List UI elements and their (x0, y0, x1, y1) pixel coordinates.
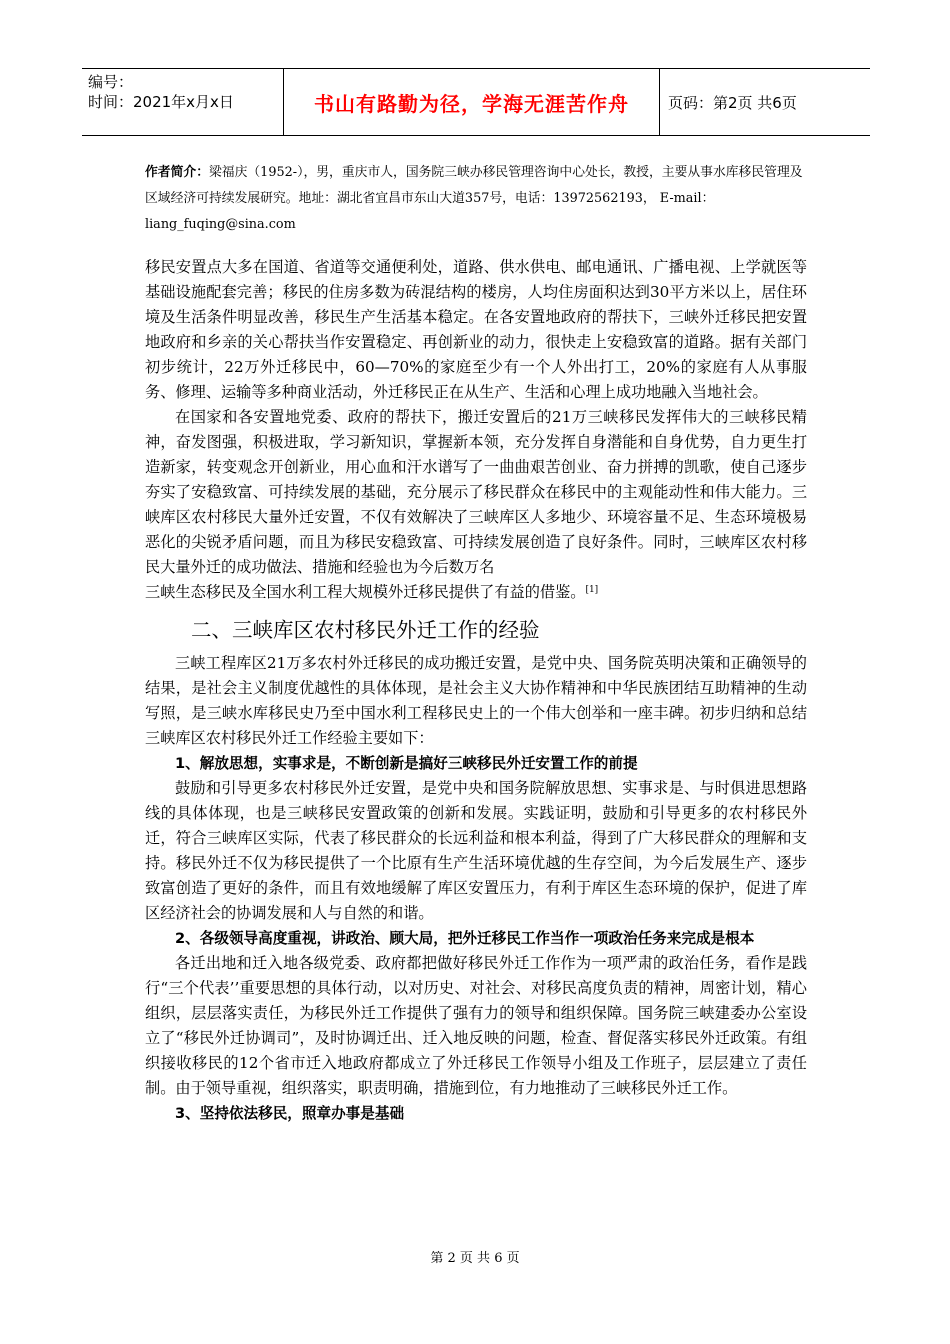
paragraph-text: 三峡生态移民及全国水利工程大规模外迁移民提供了有益的借鉴。 (145, 583, 586, 601)
subsection-heading: 1、解放思想，实事求是，不断创新是搞好三峡移民外迁安置工作的前提 (175, 755, 638, 772)
paragraph: 三峡工程库区21万多农村外迁移民的成功搬迁安置，是党中央、国务院英明决策和正确领导的结果，是社会主义制度优越性的具体体现，是社会主义大协作精神和中华民族团结互助精神的生动写照，是三峡水库移民史乃至中国水利工程移民史上的一个伟大创举和一座丰碑。初步归纳和总结三峡库区农村移民外迁工作经验主要如下： (145, 654, 807, 747)
section-heading: 二、三峡库区农村移民外迁工作的经验 (191, 618, 540, 642)
subsection-heading: 3、坚持依法移民，照章办事是基础 (175, 1105, 405, 1122)
time-label: 时间：2021年x月x日 (88, 93, 234, 111)
header-meta (82, 69, 283, 135)
paragraph: 各迁出地和迁入地各级党委、政府都把做好移民外迁工作作为一项严肃的政治任务，看作是践行“三个代表’’重要思想的具体行动，以对历史、对社会、对移民高度负责的精神，周密计划，精心组织，层层落实责任，为移民外迁工作提供了强有力的领导和组织保障。国务院三峡建委办公室设立了“移民外迁协调司”，及时协调迁出、迁入地反映的问题，检查、督促落实移民外迁政策。有组织接收移民的12个省市迁入地政府都成立了外迁移民工作领导小组及工作班子，层层建立了责任制。由于领导重视，组织落实，职责明确，措施到位，有力地推动了三峡移民外迁工作。 (145, 954, 807, 1097)
author-note (145, 160, 807, 238)
reference-mark: [1] (585, 585, 599, 595)
page-header (82, 68, 870, 136)
header-motto: 书山有路勤为径，学海无涯苦作舟 (314, 91, 629, 116)
paragraph: 移民安置点大多在国道、省道等交通便利处，道路、供水供电、邮电通讯、广播电视、上学就医等基础设施配套完善；移民的住房多数为砖混结构的楼房，人均住房面积达到30平方米以上，居住环境及生活条件明显改善，移民生产生活基本稳定。在各安置地政府的帮扶下，三峡外迁移民把安置地政府和乡亲的关心帮扶当作安置稳定、再创新业的动力，很快走上安稳致富的道路。据有关部门初步统计，22万外迁移民中，60—70%的家庭至少有一个人外出打工，20%的家庭有人从事服务、修理、运输等多种商业活动，外迁移民正在从生产、生活和心理上成功地融入当地社会。 (145, 258, 807, 401)
number-label: 编号： (88, 73, 134, 91)
paragraph (145, 580, 807, 605)
header-page-info: 页码：第2页 共6页 (668, 93, 797, 112)
document-body (145, 255, 807, 1126)
paragraph: 鼓励和引导更多农村移民外迁安置，是党中央和国务院解放思想、实事求是、与时俱进思想路线的具体体现，也是三峡移民安置政策的创新和发展。实践证明，鼓励和引导更多的农村移民外迁，符合三峡库区实际，代表了移民群众的长远利益和根本利益，得到了广大移民群众的理解和支持。移民外迁不仅为移民提供了一个比原有生产生活环境优越的生存空间，为今后发展生产、逐步致富创造了更好的条件，而且有效地缓解了库区安置压力，有利于库区生态环境的保护，促进了库区经济社会的协调发展和人与自然的和谐。 (145, 779, 807, 922)
author-label: 作者简介： (145, 165, 209, 180)
paragraph: 在国家和各安置地党委、政府的帮扶下，搬迁安置后的21万三峡移民发挥伟大的三峡移民精神，奋发图强，积极进取，学习新知识，掌握新本领，充分发挥自身潜能和自身优势，自力更生打造新家，转变观念开创新业，用心血和汗水谱写了一曲曲艰苦创业、奋力拼搏的凯歌，使自己逐步夯实了安稳致富、可持续发展的基础，充分展示了移民群众在移民中的主观能动性和伟大能力。三峡库区农村移民大量外迁安置，不仅有效解决了三峡库区人多地少、环境容量不足、生态环境极易恶化的尖锐矛盾问题，而且为移民安稳致富、可持续发展创造了良好条件。同时，三峡库区农村移民大量外迁的成功做法、措施和经验也为今后数万名 (145, 408, 807, 576)
author-text: 梁福庆（1952-），男，重庆市人，国务院三峡办移民管理咨询中心处长，教授，主要从事水库移民管理及区域经济可持续发展研究。地址：湖北省宜昌市东山大道357号，电话：13972562193， E-mail：liang_fuqing@sina.com (145, 165, 803, 232)
page-footer: 第 2 页 共 6 页 (430, 1251, 520, 1266)
subsection-heading: 2、各级领导高度重视，讲政治、顾大局，把外迁移民工作当作一项政治任务来完成是根本 (175, 930, 755, 947)
